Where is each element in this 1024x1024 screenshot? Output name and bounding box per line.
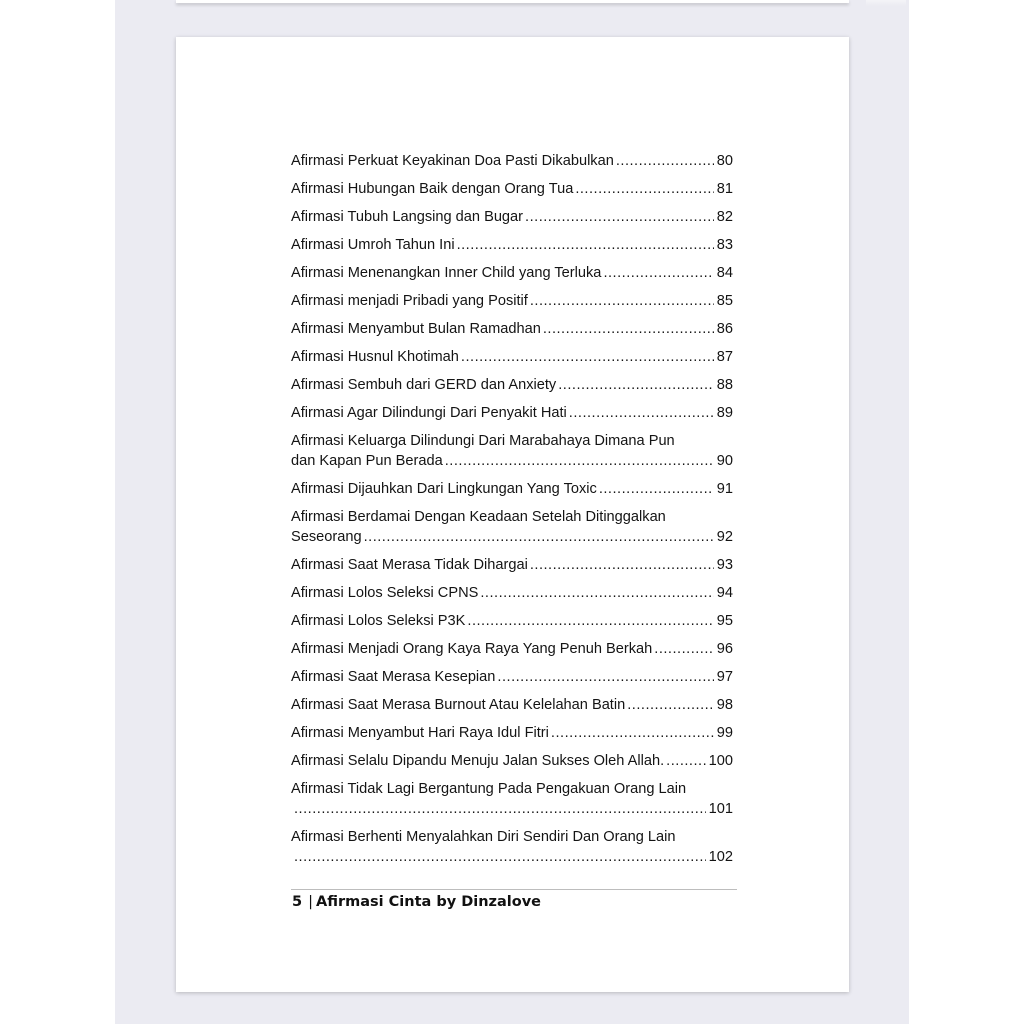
toc-entry-title: Afirmasi Menyambut Bulan Ramadhan [291,321,541,337]
toc-dot-leader [558,375,714,395]
toc-entry-last-line [291,639,733,659]
toc-dot-leader [445,451,714,471]
toc-dot-leader [599,479,714,499]
toc-dot-leader [461,347,714,367]
footer-page-number: 5 [292,894,303,910]
toc-entry[interactable] [291,751,733,771]
toc-entry[interactable] [291,695,733,715]
toc-entry-last-line [291,151,733,171]
toc-page-number: 86 [716,321,733,337]
toc-entry-line [291,827,733,847]
toc-entry-last-line [291,235,733,255]
toc-dot-leader [666,751,705,771]
toc-entry-title: Seseorang [291,529,362,545]
toc-entry[interactable] [291,827,733,867]
toc-page-number: 96 [716,641,733,657]
toc-entry[interactable] [291,507,733,547]
toc-entry[interactable] [291,583,733,603]
toc-entry-title: Afirmasi Lolos Seleksi CPNS [291,585,479,601]
table-of-contents [291,151,733,875]
toc-entry[interactable] [291,375,733,395]
toc-page-number: 92 [716,529,733,545]
toc-dot-leader [603,263,713,283]
toc-entry-last-line [291,319,733,339]
document-page [176,37,849,992]
toc-entry-title: Afirmasi Lolos Seleksi P3K [291,613,466,629]
toc-entry[interactable] [291,779,733,819]
toc-entry-title: Afirmasi menjadi Pribadi yang Positif [291,293,528,309]
toc-entry-title: Afirmasi Dijauhkan Dari Lingkungan Yang Toxic [291,481,597,497]
toc-entry-title: Afirmasi Menenangkan Inner Child yang Terluka [291,265,602,281]
toc-entry[interactable] [291,235,733,255]
toc-entry[interactable] [291,431,733,471]
toc-dot-leader [497,667,713,687]
toc-entry-last-line [291,527,733,547]
toc-entry-title: Afirmasi Husnul Khotimah [291,349,459,365]
toc-dot-leader [530,291,714,311]
toc-entry-last-line [291,291,733,311]
toc-entry-last-line [291,723,733,743]
toc-entry-title: Afirmasi Agar Dilindungi Dari Penyakit Hati [291,405,567,421]
toc-page-number: 100 [708,753,733,769]
toc-dot-leader [569,403,714,423]
toc-dot-leader [525,207,714,227]
toc-page-number: 81 [716,181,733,197]
toc-page-number: 91 [716,481,733,497]
toc-entry[interactable] [291,723,733,743]
toc-entry-last-line [291,667,733,687]
toc-page-number: 85 [716,293,733,309]
toc-dot-leader [530,555,714,575]
toc-entry-title: Afirmasi Hubungan Baik dengan Orang Tua [291,181,574,197]
toc-entry-title: Afirmasi Saat Merasa Tidak Dihargai [291,557,528,573]
toc-dot-leader [294,847,706,867]
toc-dot-leader [616,151,714,171]
previous-page-edge [176,0,849,3]
toc-entry-title: Afirmasi Tidak Lagi Bergantung Pada Pengakuan Orang Lain [291,781,687,797]
toc-entry-line [291,431,733,451]
toc-page-number: 99 [716,725,733,741]
toc-page-number: 90 [716,453,733,469]
footer-separator: | [308,894,313,910]
toc-entry[interactable] [291,555,733,575]
toc-page-number: 83 [716,237,733,253]
toc-page-number: 89 [716,405,733,421]
toc-page-number: 102 [708,849,733,865]
toc-entry[interactable] [291,479,733,499]
toc-dot-leader [480,583,713,603]
toc-dot-leader [543,319,714,339]
toc-page-number: 87 [716,349,733,365]
toc-entry-line [291,779,733,799]
toc-page-number: 98 [716,697,733,713]
toc-dot-leader [457,235,714,255]
footer-divider [291,889,737,890]
toc-entry[interactable] [291,207,733,227]
page-footer [292,894,541,910]
toc-entry-last-line [291,347,733,367]
toc-entry-title: Afirmasi Perkuat Keyakinan Doa Pasti Dikabulkan [291,153,614,169]
toc-page-number: 82 [716,209,733,225]
page-edge [866,0,906,6]
toc-entry-last-line [291,555,733,575]
toc-dot-leader [575,179,713,199]
toc-entry[interactable] [291,403,733,423]
toc-entry[interactable] [291,291,733,311]
toc-entry-last-line [291,263,733,283]
toc-entry[interactable] [291,151,733,171]
toc-entry-title: Afirmasi Berdamai Dengan Keadaan Setelah Ditinggalkan [291,509,666,525]
toc-entry-last-line [291,799,733,819]
toc-entry[interactable] [291,667,733,687]
toc-entry-title: Afirmasi Selalu Dipandu Menuju Jalan Sukses Oleh Allah. [291,753,665,769]
toc-entry-title: Afirmasi Menyambut Hari Raya Idul Fitri [291,725,549,741]
footer-running-title: Afirmasi Cinta by Dinzalove [315,894,541,910]
toc-dot-leader [627,695,714,715]
toc-entry-last-line [291,583,733,603]
toc-page-number: 97 [716,669,733,685]
toc-entry[interactable] [291,319,733,339]
toc-entry-last-line [291,179,733,199]
toc-entry-title: Afirmasi Sembuh dari GERD dan Anxiety [291,377,557,393]
toc-page-number: 101 [708,801,733,817]
toc-entry-title: Afirmasi Berhenti Menyalahkan Diri Sendiri Dan Orang Lain [291,829,676,845]
toc-entry-title: Afirmasi Saat Merasa Kesepian [291,669,496,685]
toc-page-number: 80 [716,153,733,169]
toc-dot-leader [294,799,706,819]
toc-entry[interactable] [291,611,733,631]
toc-page-number: 95 [716,613,733,629]
toc-entry-title: Afirmasi Keluarga Dilindungi Dari Marabahaya Dimana Pun [291,433,675,449]
toc-dot-leader [654,639,714,659]
toc-entry-last-line [291,375,733,395]
toc-entry-title: Afirmasi Saat Merasa Burnout Atau Kelelahan Batin [291,697,626,713]
toc-page-number: 93 [716,557,733,573]
toc-entry[interactable] [291,263,733,283]
toc-entry[interactable] [291,347,733,367]
toc-entry-title: dan Kapan Pun Berada [291,453,443,469]
toc-entry-last-line [291,403,733,423]
toc-entry-line [291,507,733,527]
toc-entry-last-line [291,479,733,499]
toc-page-number: 94 [716,585,733,601]
toc-entry-last-line [291,207,733,227]
toc-entry-last-line [291,611,733,631]
toc-entry-last-line [291,695,733,715]
toc-entry-title: Afirmasi Menjadi Orang Kaya Raya Yang Penuh Berkah [291,641,653,657]
toc-page-number: 88 [716,377,733,393]
toc-page-number: 84 [716,265,733,281]
toc-entry-last-line [291,451,733,471]
toc-entry-title: Afirmasi Umroh Tahun Ini [291,237,455,253]
toc-dot-leader [364,527,714,547]
toc-dot-leader [551,723,714,743]
toc-dot-leader [467,611,713,631]
toc-entry[interactable] [291,639,733,659]
toc-entry-title: Afirmasi Tubuh Langsing dan Bugar [291,209,524,225]
toc-entry-last-line [291,751,733,771]
toc-entry[interactable] [291,179,733,199]
toc-entry-last-line [291,847,733,867]
